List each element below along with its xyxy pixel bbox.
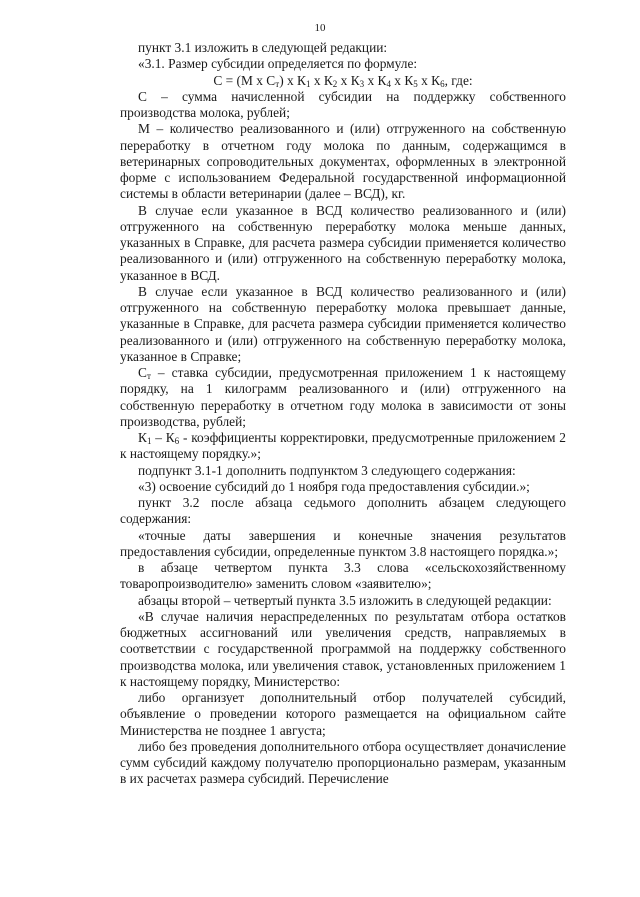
formula-sub: 2 (332, 78, 338, 89)
paragraph: «3) освоение субсидий до 1 ноября года предоставления субсидии.»; (138, 478, 530, 494)
formula-part: х К (390, 72, 414, 88)
formula-sub: 1 (305, 78, 311, 89)
formula-part: , где: (444, 72, 473, 88)
formula (120, 73, 566, 89)
rate-sub: т (146, 371, 151, 381)
paragraph: либо организует дополнительный отбор получателей субсидий, объявление о проведении которого размещается на официальном сайте Министерства не позднее 1 августа; (120, 690, 566, 738)
formula-sub: т (275, 78, 280, 89)
paragraph: подпункт 3.1-1 дополнить подпунктом 3 следующего содержания: (138, 462, 516, 478)
coef-symbol: К (138, 430, 147, 445)
formula-part: ) х К (279, 72, 306, 88)
formula-part: х К (364, 72, 387, 88)
coef-dash: – (151, 430, 166, 445)
paragraph: С – сумма начисленной субсидии на поддержку собственного производства молока, рублей; (120, 88, 566, 120)
coef-symbol: К (165, 430, 175, 445)
paragraph: абзацы второй – четвертый пункта 3.5 изложить в следующей редакции: (138, 592, 552, 608)
formula-sub: 6 (440, 78, 445, 89)
paragraph: пункт 3.2 после абзаца седьмого дополнить абзацем следующего содержания: (120, 495, 566, 527)
coef-paragraph (120, 430, 566, 463)
paragraph: пункт 3.1 изложить в следующей редакции: (138, 40, 388, 55)
paragraph: либо без проведения дополнительного отбора осуществляет доначисление сумм субсидий каждому получателю пропорционально размерам, указанным в их расчетах размера субсидий. Перечисление (120, 738, 566, 787)
paragraph: В случае если указанное в ВСД количество реализованного и (или) отгруженного на собственную переработку молока меньше данных, указанных в Справке, для расчета размера субсидии применяется количество реализованного и (или) отгруженного на собственную переработку молока, указанное в ВСД. (120, 202, 566, 283)
rate-symbol: С (138, 365, 147, 380)
paragraph: «3.1. Размер субсидии определяется по формуле: (138, 56, 418, 72)
paragraph: в абзаце четвертом пункта 3.3 слова «сельскохозяйственному товаропроизводителю» заменить словом «заявителю»; (120, 560, 566, 592)
paragraph: В случае если указанное в ВСД количество реализованного и (или) отгруженного на собственную переработку молока превышает данные, указанные в Справке, для расчета размера субсидии применяется количество реализованного и (или) отгруженного на собственную переработку молока, указанное в Справке; (120, 283, 566, 364)
formula-part: х К (310, 72, 333, 88)
formula-part: х К (417, 72, 441, 88)
formula-sub: 3 (359, 78, 365, 89)
page-number: 10 (314, 22, 326, 34)
coef-text: - коэффициенты корректировки, предусмотренные приложением 2 к настоящему порядку.»; (120, 430, 566, 462)
coef-sub: 1 (146, 436, 152, 446)
paragraph: «точные даты завершения и конечные значения результатов предоставления субсидии, определенные пунктом 3.8 настоящего порядка.»; (120, 527, 566, 559)
paragraph: «В случае наличия нераспределенных по результатам отбора остатков бюджетных ассигнований или увеличения средств, направляемых в соответствии с государственной программой на поддержку собственного производства молока, или увеличения ставок, установленных приложением 1 к настоящему порядку, Министерство: (120, 608, 566, 689)
formula-lhs: С = (М х С (213, 72, 276, 88)
paragraph: М – количество реализованного и (или) отгруженного на собственную переработку в отчетном году молока по данным, содержащимся в ветеринарных сопроводительных документах, оформленных в электронной форме с использованием Федеральной государственной информационной системы в области ветеринарии (далее – ВСД), кг. (120, 121, 566, 202)
formula-sub: 4 (386, 78, 391, 89)
rate-paragraph (120, 365, 566, 430)
formula-part: х К (337, 72, 360, 88)
rate-text: – ставка субсидии, предусмотренная приложением 1 к настоящему порядку, на 1 килограмм реализованного и (или) отгруженного на собственную переработку в отчетном году молока в зависимости от зоны производства, рублей; (120, 365, 566, 429)
formula-sub: 5 (413, 78, 418, 89)
document-body (120, 40, 566, 788)
coef-sub: 6 (174, 436, 180, 446)
